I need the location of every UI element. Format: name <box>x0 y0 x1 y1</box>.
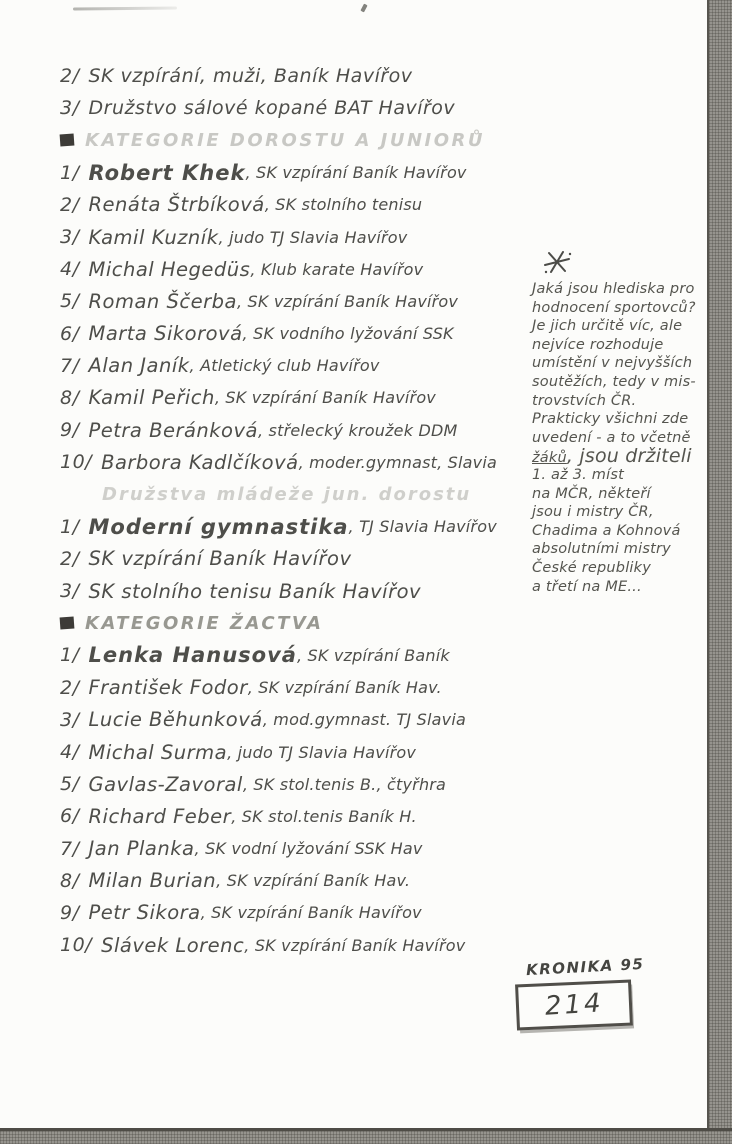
ranked-athlete-line: 6/ Marta Sikorová , SK vodního lyžování SSK <box>60 322 454 346</box>
book-cover-right-edge <box>707 0 732 1144</box>
margin-note-line: jsou i mistry ČR, <box>532 504 654 521</box>
ranked-athlete-line: 8/ Kamil Peřich , SK vzpírání Baník Havířov <box>60 386 436 410</box>
ranked-athlete-line: 8/ Milan Burian , SK vzpírání Baník Hav. <box>60 869 411 893</box>
dorost-list <box>60 157 550 479</box>
ranked-team-line: 1/ Moderní gymnastika , TJ Slavia Havířov <box>60 514 497 539</box>
margin-note-line: absolutními mistry <box>532 541 671 558</box>
margin-note-line: hodnocení sportovců? <box>532 299 696 316</box>
teams-list <box>60 511 550 608</box>
margin-note-line: České republiky <box>532 559 652 576</box>
ranked-athlete-line: 7/ Jan Planka , SK vodní lyžování SSK Hav <box>60 837 423 861</box>
bullet-square-icon <box>60 617 75 630</box>
margin-note-line: nejvíce rozhoduje <box>532 336 664 353</box>
margin-note <box>532 250 716 596</box>
section-heading-text: KATEGORIE ŽACTVA <box>85 612 324 634</box>
ranked-athlete-line: 3/ Lucie Běhunková , mod.gymnast. TJ Slavia <box>60 708 466 732</box>
margin-note-line: žáků, jsou držiteli <box>532 445 692 468</box>
margin-note-line: na MČR, někteří <box>532 485 651 502</box>
section-heading-teams <box>60 478 550 510</box>
margin-note-line: uvedení - a to včetně <box>532 429 691 446</box>
ranked-athlete-line: 2/ Renáta Štrbíková , SK stolního tenisu <box>60 193 423 217</box>
page-number-box <box>515 979 633 1030</box>
ranked-athlete-line: 10/ Slávek Lorenc , SK vzpírání Baník Havířov <box>60 933 466 957</box>
ranked-athlete-line: 7/ Alan Janík , Atletický club Havířov <box>60 354 380 378</box>
ranked-athlete-line: 5/ Gavlas-Zavoral , SK stol.tenis B., čtyřhra <box>60 772 447 796</box>
section-heading-text: Družstva mládeže jun. dorostu <box>102 484 472 506</box>
margin-note-lines <box>532 280 716 596</box>
ranked-athlete-line: 10/ Barbora Kadlčíková , moder.gymnast, Slavia <box>60 450 497 474</box>
ranked-athlete-line: 3/ Kamil Kuzník , judo TJ Slavia Havířov <box>60 225 408 249</box>
ranked-athlete-line: 1/ Lenka Hanusová , SK vzpírání Baník <box>60 643 450 668</box>
ranked-team-line: 3/ SK stolního tenisu Baník Havířov <box>60 579 422 603</box>
margin-note-line: Prakticky všichni zde <box>532 411 689 428</box>
ranked-athlete-line: 4/ Michal Hegedüs , Klub karate Havířov <box>60 257 424 281</box>
ranked-athlete-line: 9/ Petr Sikora , SK vzpírání Baník Havířov <box>60 901 422 925</box>
margin-note-line: Jaká jsou hlediska pro <box>532 281 695 297</box>
zactvo-list <box>60 639 550 961</box>
margin-note-line: Je jich určitě víc, ale <box>532 318 683 335</box>
margin-note-line: a třetí na ME... <box>532 578 642 595</box>
ranked-athlete-line: 9/ Petra Beránková , střelecký kroužek DDM <box>60 418 458 442</box>
ranked-athlete-line: 4/ Michal Surma , judo TJ Slavia Havířov <box>60 740 417 764</box>
section-heading-text: KATEGORIE DOROSTU A JUNIORŮ <box>85 129 486 151</box>
ranked-athlete-line: 6/ Richard Feber , SK stol.tenis Baník H. <box>60 804 417 828</box>
asterisk-icon <box>542 250 716 280</box>
margin-note-line: umístění v nejvyšších <box>532 355 693 372</box>
ranked-athlete-line: 1/ Robert Khek , SK vzpírání Baník Havířov <box>60 160 467 185</box>
handwritten-line: 2/ SK vzpírání, muži, Baník Havířov <box>60 65 413 88</box>
section-heading-dorost <box>60 124 550 156</box>
ranked-athlete-line: 5/ Roman Ščerba , SK vzpírání Baník Havířov <box>60 289 459 313</box>
ranked-athlete-line: 2/ František Fodor , SK vzpírání Baník Hav. <box>60 676 442 700</box>
margin-note-line: trovstvích ČR. <box>532 392 637 409</box>
chronicle-label: KRONIKA 95 <box>525 954 645 980</box>
margin-note-line: soutěžích, tedy v mis- <box>532 373 696 390</box>
ranked-team-line: 2/ SK vzpírání Baník Havířov <box>60 547 352 571</box>
main-text-column <box>60 60 550 961</box>
book-cover-bottom-edge <box>0 1128 732 1144</box>
bullet-square-icon <box>60 134 75 147</box>
scan-smudge-mark <box>73 6 177 10</box>
section-heading-zactvo <box>60 607 550 639</box>
intro-list <box>60 60 550 124</box>
margin-note-line: 1. až 3. míst <box>532 466 624 483</box>
ink-speck <box>360 4 367 13</box>
handwritten-line: 3/ Družstvo sálové kopané BAT Havířov <box>60 97 456 120</box>
page-number: 214 <box>543 988 605 1022</box>
margin-note-line: Chadima a Kohnová <box>532 522 681 539</box>
